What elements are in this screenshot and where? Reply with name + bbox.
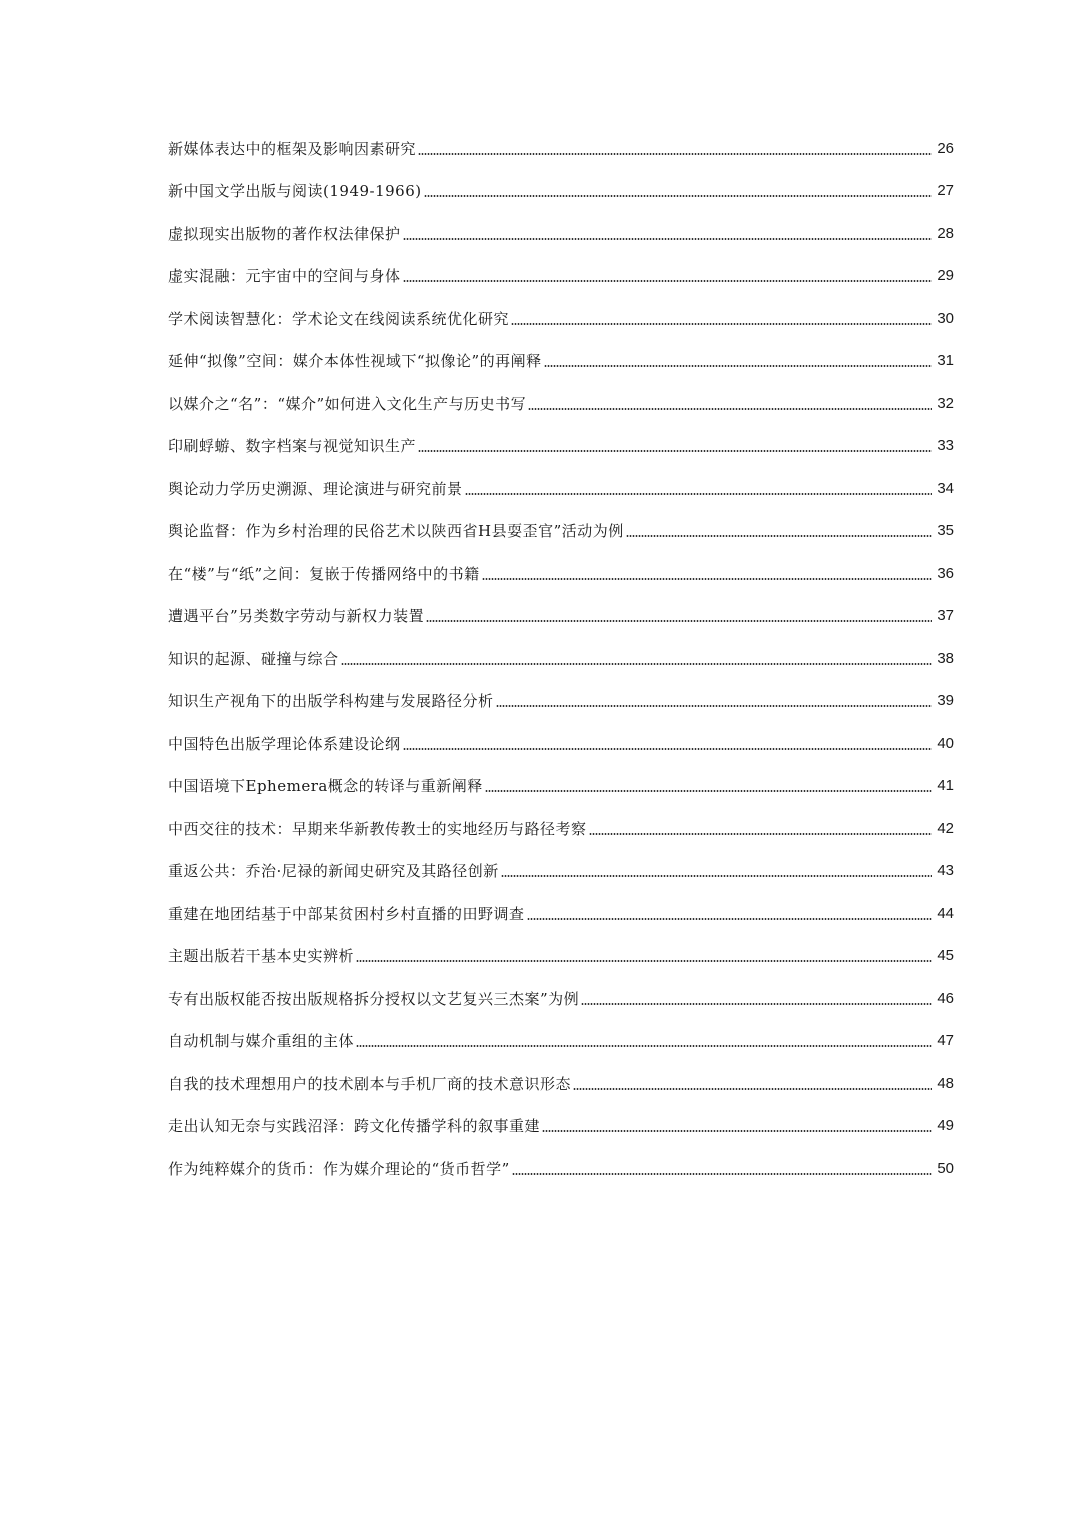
toc-entry-page-number: 38 [937, 649, 954, 667]
dot-leader [403, 748, 932, 750]
dot-leader [426, 620, 932, 622]
toc-entry-title: 自动机制与媒介重组的主体 [168, 1032, 355, 1050]
toc-entry-title: 知识的起源、碰撞与综合 [168, 649, 339, 668]
toc-entry[interactable] [168, 1051, 954, 1094]
toc-entry-page-number: 37 [937, 607, 954, 624]
toc-entry-page-number: 48 [937, 1074, 954, 1092]
toc-entry-page-number: 42 [937, 819, 954, 837]
toc-entry-page-number: 35 [937, 522, 954, 539]
toc-entry-page-number: 45 [937, 947, 954, 964]
toc-entry[interactable] [168, 1009, 954, 1052]
toc-entry[interactable] [168, 329, 954, 372]
dot-leader [418, 450, 932, 452]
toc-entry-title: 学术阅读智慧化：学术论文在线阅读系统优化研究 [168, 309, 510, 328]
toc-entry[interactable] [168, 499, 954, 542]
toc-entry[interactable] [168, 286, 954, 329]
toc-entry-page-number: 46 [937, 989, 954, 1007]
toc-entry-title: 重建在地团结基于中部某贫困村乡村直播的田野调查 [168, 904, 525, 923]
dot-leader [418, 153, 932, 155]
toc-entry-page-number: 34 [937, 479, 954, 497]
toc-entry-title: 作为纯粹媒介的货币：作为媒介理论的“货币哲学” [168, 1159, 510, 1178]
toc-entry-page-number: 50 [937, 1159, 954, 1177]
toc-entry[interactable] [168, 924, 954, 967]
dot-leader [501, 875, 932, 877]
toc-entry[interactable] [168, 881, 954, 924]
toc-entry[interactable] [168, 414, 954, 457]
toc-entry-title: 知识生产视角下的出版学科构建与发展路径分析 [168, 692, 494, 710]
toc-entry[interactable] [168, 626, 954, 669]
dot-leader [626, 535, 932, 537]
dot-leader [542, 1130, 932, 1132]
toc-entry-title: 虚实混融：元宇宙中的空间与身体 [168, 267, 401, 285]
toc-entry-page-number: 27 [937, 182, 954, 199]
dot-leader [341, 663, 932, 665]
toc-entry[interactable] [168, 541, 954, 584]
dot-leader [581, 1003, 932, 1005]
toc-entry-title: 中国特色出版学理论体系建设论纲 [168, 734, 401, 753]
dot-leader [403, 238, 932, 240]
toc-entry-page-number: 32 [937, 394, 954, 412]
toc-entry-page-number: 36 [937, 564, 954, 582]
toc-entry-page-number: 31 [937, 352, 954, 369]
toc-entry-title: 延伸“拟像”空间：媒介本体性视域下“拟像论”的再阐释 [168, 352, 542, 370]
toc-entry[interactable] [168, 584, 954, 627]
toc-entry-title: 走出认知无奈与实践沼泽：跨文化传播学科的叙事重建 [168, 1117, 541, 1135]
toc-entry[interactable] [168, 1094, 954, 1137]
toc-entry[interactable] [168, 456, 954, 499]
dot-leader [544, 365, 932, 367]
toc-entry-title: 重返公共：乔治·尼禄的新闻史研究及其路径创新 [168, 862, 499, 880]
table-of-contents [168, 116, 954, 1179]
toc-entry-title: 印刷蜉蝣、数字档案与视觉知识生产 [168, 437, 417, 455]
toc-entry-title: 新媒体表达中的框架及影响因素研究 [168, 139, 417, 158]
toc-entry-page-number: 49 [937, 1117, 954, 1134]
toc-entry[interactable] [168, 244, 954, 287]
toc-entry[interactable] [168, 1136, 954, 1179]
toc-entry-page-number: 33 [937, 437, 954, 454]
dot-leader [356, 960, 932, 962]
toc-entry[interactable] [168, 159, 954, 202]
dot-leader [403, 280, 932, 282]
toc-entry-page-number: 26 [937, 139, 954, 157]
dot-leader [589, 833, 932, 835]
toc-entry-page-number: 43 [937, 862, 954, 879]
toc-entry-title: 在“楼”与“纸”之间：复嵌于传播网络中的书籍 [168, 564, 480, 583]
toc-entry-page-number: 41 [937, 777, 954, 794]
toc-entry-title: 自我的技术理想用户的技术剧本与手机厂商的技术意识形态 [168, 1074, 572, 1093]
toc-entry-title: 以媒介之“名”：“媒介”如何进入文化生产与历史书写 [168, 394, 527, 413]
dot-leader [527, 918, 932, 920]
dot-leader [511, 323, 932, 325]
dot-leader [485, 790, 932, 792]
toc-entry[interactable] [168, 711, 954, 754]
toc-entry-title: 舆论监督：作为乡村治理的民俗艺术以陕西省H县耍歪官”活动为例 [168, 522, 624, 540]
toc-entry[interactable] [168, 116, 954, 159]
toc-entry-page-number: 28 [937, 224, 954, 242]
toc-entry[interactable] [168, 796, 954, 839]
toc-entry-page-number: 47 [937, 1032, 954, 1049]
toc-entry-title: 新中国文学出版与阅读(1949-1966) [168, 182, 422, 200]
toc-entry-page-number: 40 [937, 734, 954, 752]
toc-entry-title: 主题出版若干基本史实辨析 [168, 947, 355, 965]
toc-entry[interactable] [168, 371, 954, 414]
toc-entry[interactable] [168, 201, 954, 244]
dot-leader [512, 1173, 932, 1175]
dot-leader [573, 1088, 932, 1090]
toc-entry[interactable] [168, 839, 954, 882]
toc-entry-title: 舆论动力学历史溯源、理论演进与研究前景 [168, 479, 463, 498]
toc-entry-page-number: 29 [937, 267, 954, 284]
toc-entry-title: 遭遇平台”另类数字劳动与新权力装置 [168, 607, 425, 625]
toc-entry[interactable] [168, 754, 954, 797]
dot-leader [528, 408, 932, 410]
toc-entry-title: 中西交往的技术：早期来华新教传教士的实地经历与路径考察 [168, 819, 587, 838]
dot-leader [496, 705, 932, 707]
toc-entry-title: 中国语境下Ephemera概念的转译与重新阐释 [168, 777, 483, 795]
toc-entry-page-number: 30 [937, 309, 954, 327]
toc-entry[interactable] [168, 966, 954, 1009]
toc-entry-title: 专有出版权能否按出版规格拆分授权以文艺复兴三杰案”为例 [168, 989, 580, 1008]
toc-entry-page-number: 44 [937, 904, 954, 922]
toc-entry[interactable] [168, 669, 954, 712]
dot-leader [465, 493, 932, 495]
dot-leader [482, 578, 932, 580]
toc-entry-page-number: 39 [937, 692, 954, 709]
dot-leader [424, 195, 932, 197]
dot-leader [356, 1045, 932, 1047]
toc-entry-title: 虚拟现实出版物的著作权法律保护 [168, 224, 401, 243]
